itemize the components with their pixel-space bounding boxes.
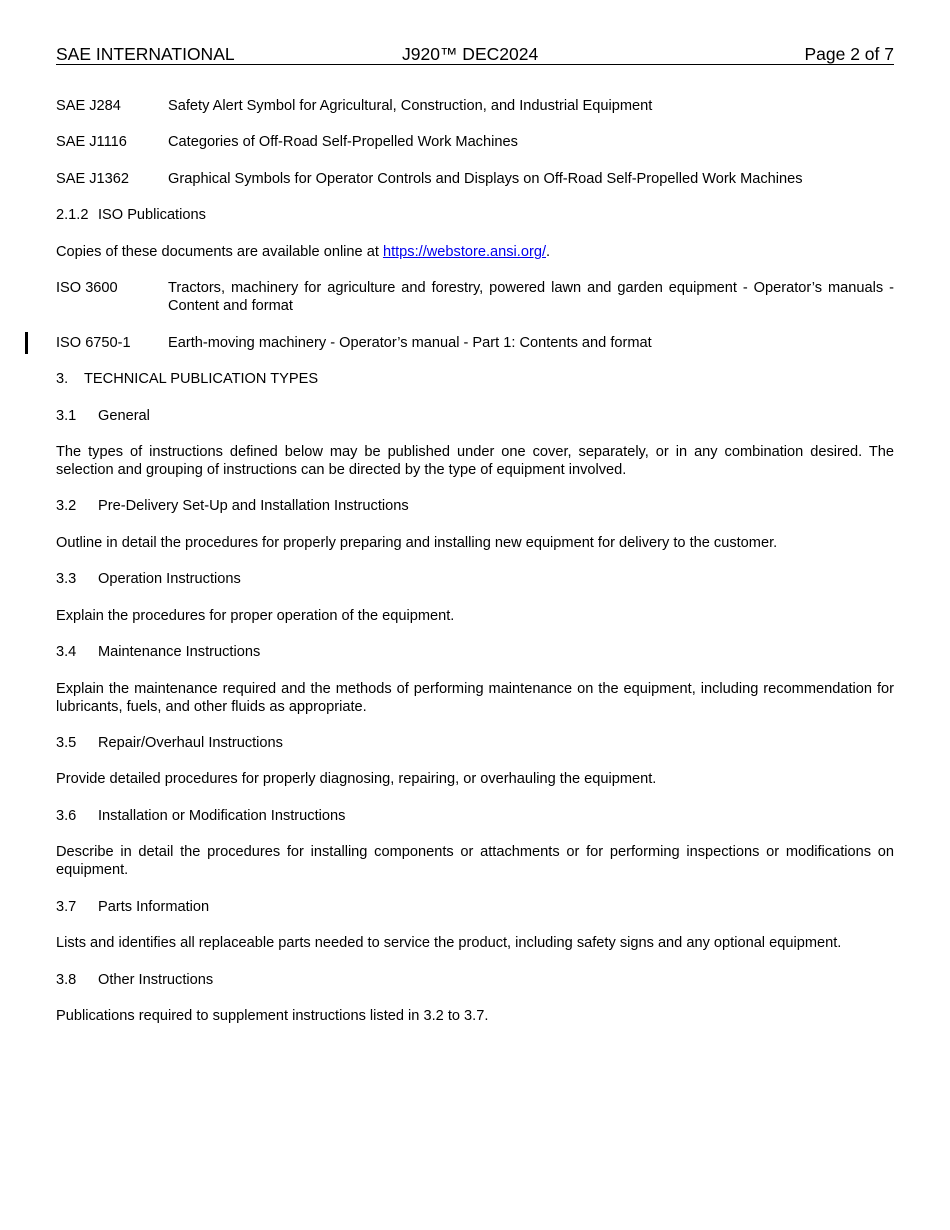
subsection-title: Maintenance Instructions xyxy=(98,644,261,660)
subsection-body: Explain the procedures for proper operation of the equipment. xyxy=(56,608,455,624)
header-doc-id: J920™ DEC2024 xyxy=(402,44,539,64)
subsection-title: Other Instructions xyxy=(98,972,214,988)
subsection-heading xyxy=(56,808,894,826)
section-title: ISO Publications xyxy=(98,207,206,223)
page-header xyxy=(56,44,894,65)
revision-change-bar xyxy=(25,332,28,354)
section-title: TECHNICAL PUBLICATION TYPES xyxy=(84,371,319,387)
subsection-heading xyxy=(56,408,894,426)
subsection-heading xyxy=(56,644,894,662)
subsection-body: Outline in detail the procedures for properly preparing and installing new equipment for delivery to the customer. xyxy=(56,535,778,551)
reference-title: Safety Alert Symbol for Agricultural, Construction, and Industrial Equipment xyxy=(168,98,653,114)
reference-code: ISO 6750-1 xyxy=(56,335,131,351)
reference-code: SAE J284 xyxy=(56,98,121,114)
subsection-body: Provide detailed procedures for properly diagnosing, repairing, or overhauling the equipment. xyxy=(56,771,657,787)
subsection-number: 3.8 xyxy=(56,972,77,988)
reference-entry xyxy=(56,171,894,189)
subsection-body: Explain the maintenance required and the methods of performing maintenance on the equipment, including recommendation for lubricants, fuels, and other fluids as appropriate. xyxy=(56,681,894,715)
reference-entry xyxy=(56,280,894,315)
subsection-title: Parts Information xyxy=(98,899,210,915)
reference-entry xyxy=(56,335,894,353)
reference-entry xyxy=(56,98,894,116)
section-number: 3. xyxy=(56,371,69,387)
subsection-heading xyxy=(56,571,894,589)
section-heading-3 xyxy=(56,371,894,389)
subsection-number: 3.3 xyxy=(56,571,77,587)
subsection-body: The types of instructions defined below may be published under one cover, separately, or in any combination desired. The selection and grouping of instructions can be directed by the type of equipment involved. xyxy=(56,444,894,478)
subsection-title: Installation or Modification Instructions xyxy=(98,808,346,824)
reference-entry xyxy=(56,134,894,152)
subsection-title: General xyxy=(98,408,150,424)
header-page-number: Page 2 of 7 xyxy=(804,44,894,64)
subsection-title: Pre-Delivery Set-Up and Installation Instructions xyxy=(98,498,409,514)
copies-availability-paragraph xyxy=(56,244,894,262)
section-number: 2.1.2 xyxy=(56,207,89,223)
subsection-number: 3.2 xyxy=(56,498,77,514)
reference-code: ISO 3600 xyxy=(56,280,118,296)
subsection-number: 3.7 xyxy=(56,899,77,915)
reference-title: Tractors, machinery for agriculture and forestry, powered lawn and garden equipment - Operator’s manuals - Content and format xyxy=(168,280,894,314)
reference-code: SAE J1116 xyxy=(56,134,127,150)
subsection-heading xyxy=(56,972,894,990)
subsection-number: 3.4 xyxy=(56,644,77,660)
section-heading-2-1-2 xyxy=(56,207,894,225)
subsection-body: Publications required to supplement instructions listed in 3.2 to 3.7. xyxy=(56,1008,489,1024)
reference-title: Categories of Off-Road Self-Propelled Work Machines xyxy=(168,134,518,150)
copies-text: Copies of these documents are available online at xyxy=(56,244,383,260)
subsection-title: Operation Instructions xyxy=(98,571,241,587)
ansi-webstore-link[interactable]: https://webstore.ansi.org/ xyxy=(382,244,546,260)
subsection-body: Lists and identifies all replaceable parts needed to service the product, including safety signs and any optional equipment. xyxy=(56,935,842,951)
subsection-heading xyxy=(56,899,894,917)
subsection-number: 3.6 xyxy=(56,808,77,824)
header-org: SAE INTERNATIONAL xyxy=(56,44,235,64)
subsection-heading xyxy=(56,735,894,753)
reference-title: Earth-moving machinery - Operator’s manual - Part 1: Contents and format xyxy=(168,335,652,351)
subsection-number: 3.5 xyxy=(56,735,77,751)
subsection-title: Repair/Overhaul Instructions xyxy=(98,735,283,751)
reference-title: Graphical Symbols for Operator Controls and Displays on Off-Road Self-Propelled Work Machines xyxy=(168,171,803,187)
subsection-body: Describe in detail the procedures for installing components or attachments or for performing inspections or modifications on equipment. xyxy=(56,844,894,878)
subsection-heading xyxy=(56,498,894,516)
subsection-number: 3.1 xyxy=(56,408,77,424)
reference-code: SAE J1362 xyxy=(56,171,130,187)
copies-suffix: . xyxy=(546,244,551,260)
